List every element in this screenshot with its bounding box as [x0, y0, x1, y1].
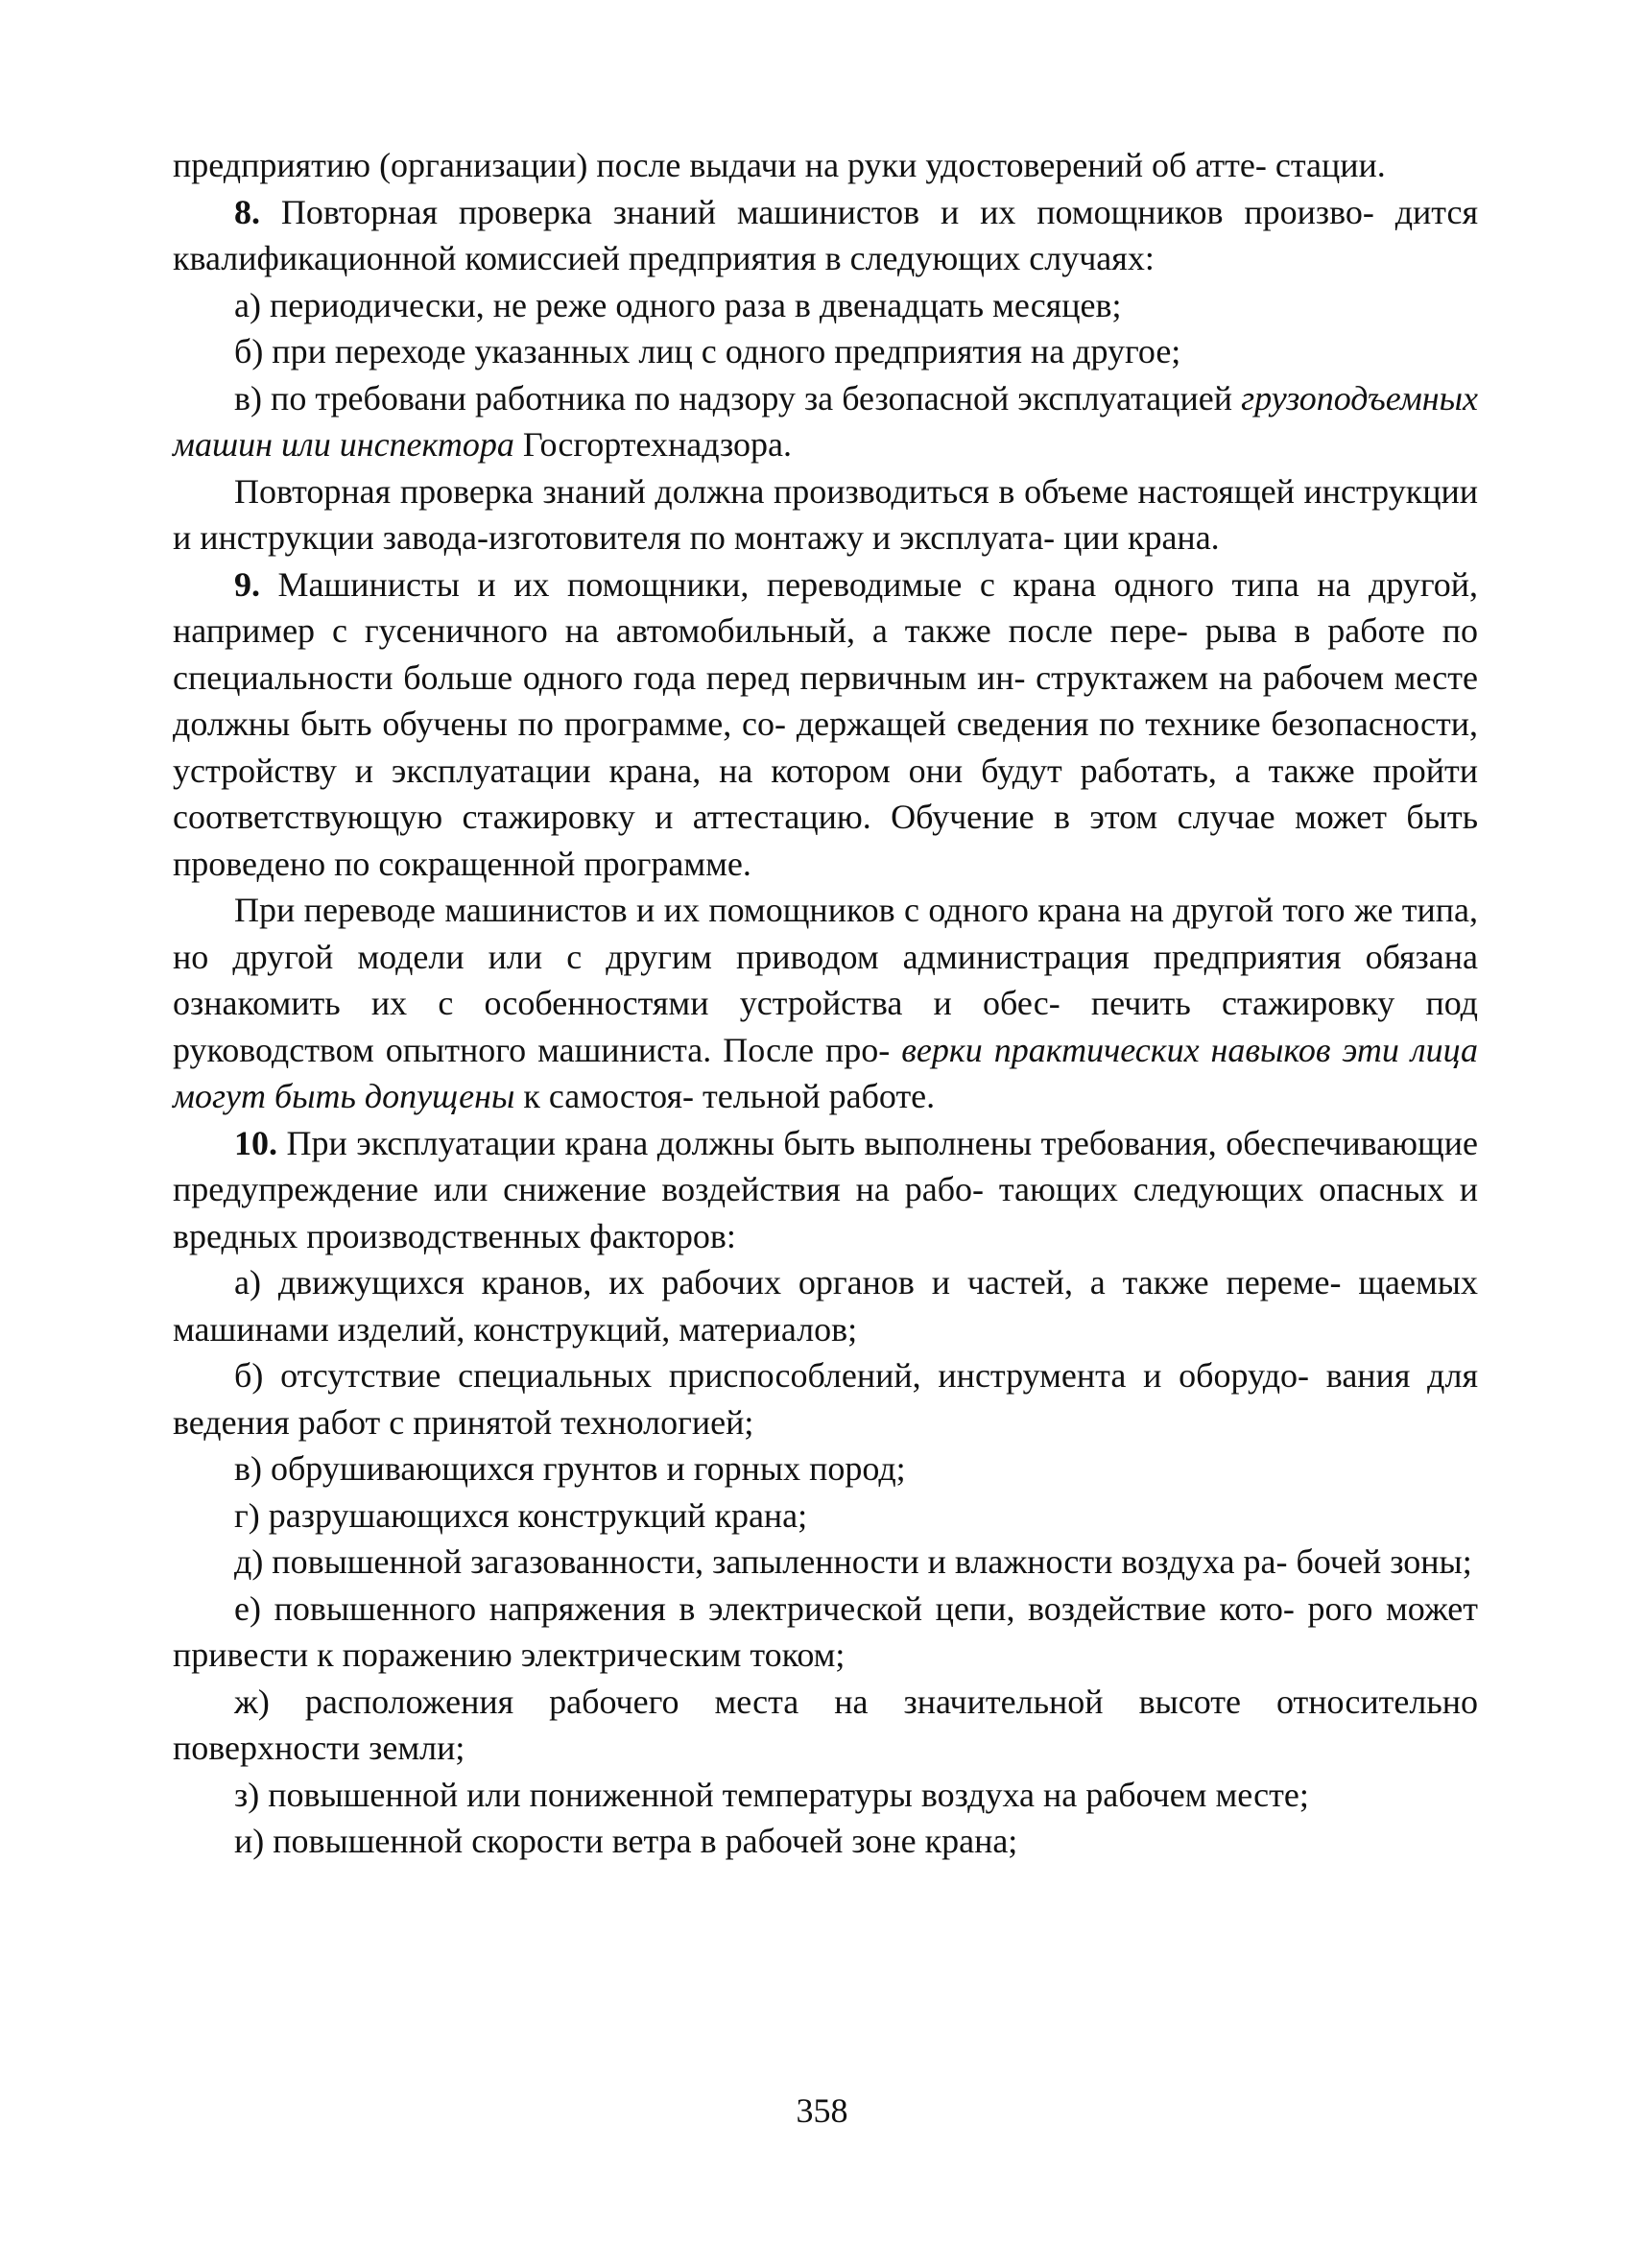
item-10-v: в) обрушивающихся грунтов и горных пород; — [234, 1449, 906, 1488]
item-10-text: При эксплуатации крана должны быть выполнены требования, обеспечивающие предупреждение или снижение воздействия на рабо- тающих следующих опасных и вредных производственных факторов: — [173, 1123, 1478, 1255]
item-8-v-plain: в) по требовани работника по надзору за безопасной эксплуатацией — [234, 378, 1233, 418]
item-8-b: б) при переходе указанных лиц с одного предприятия на другое; — [234, 332, 1181, 370]
item-9-paragraph — [173, 561, 1478, 888]
item-8-a: а) периодически, не реже одного раза в двенадцать месяцев; — [234, 285, 1122, 324]
item-8-paragraph-2: Повторная проверка знаний должна производиться в объеме настоящей инструкции и инструкции завода-изготовителя по монтажу и эксплуата- ции крана. — [173, 471, 1478, 557]
item-10-a: а) движущихся кранов, их рабочих органов и частей, а также переме- щаемых машинами изделий, конструкций, материалов; — [173, 1263, 1478, 1349]
item-10-number: 10. — [234, 1123, 277, 1162]
item-8-number: 8. — [234, 192, 260, 231]
item-10-i: и) повышенной скорости ветра в рабочей зоне крана; — [234, 1822, 1018, 1860]
item-8-v-end: Госгортехнадзора. — [522, 425, 793, 464]
page-number: 358 — [796, 2091, 848, 2130]
item-10-paragraph — [173, 1120, 1478, 1260]
item-10-b: б) отсутствие специальных приспособлений, инструмента и оборудо- вания для ведения работ с принятой технологией; — [173, 1356, 1478, 1442]
item-9-para2-end: к самостоя- тельной работе. — [523, 1077, 936, 1115]
item-10-d: д) повышенной загазованности, запыленности и влажности воздуха ра- бочей зоны; — [234, 1542, 1472, 1581]
item-9-para2-start: При переводе машинистов и их помощников с одного крана на другой того же типа, но другой модели или с другим приводом администрация предприятия обязана ознакомить их с особенностями устройства и обес- печить стажировку под руководством опытного машиниста. После про- — [173, 891, 1478, 1069]
item-9-paragraph-2 — [173, 887, 1478, 1120]
item-10-g: г) разрушающихся конструкций крана; — [234, 1495, 808, 1535]
item-8-v — [173, 375, 1478, 468]
item-8-text: Повторная проверка знаний машинистов и их помощников произво- дится квалификационной комиссией предприятия в следующих случаях: — [173, 192, 1479, 277]
item-10-zh: ж) расположения рабочего места на значительной высоте относительно поверхности земли; — [173, 1682, 1478, 1767]
item-10-z: з) повышенной или пониженной температуры воздуха на рабочем месте; — [234, 1775, 1309, 1814]
item-8-v-italic: грузоподъемных машин или инспектора — [173, 378, 1479, 464]
continuation-paragraph: предприятию (организации) после выдачи на руки удостоверений об атте- стации. — [173, 146, 1386, 184]
item-9-para2-italic: верки практических навыков эти лица могут быть допущены — [173, 1030, 1479, 1115]
item-9-text: Машинисты и их помощники, переводимые с крана одного типа на другой, например с гусеничного на автомобильный, а также после пере- рыва в работе по специальности больше одного года перед первичным ин- структажем на рабочем месте должны быть обучены по программе, со- держащей сведения по технике безопасности, устройству и эксплуатации крана, на котором они будут работать, а также пройти соответствующую стажировку и аттестацию. Обучение в этом случае может быть проведено по сокращенной программе. — [173, 564, 1478, 883]
item-8-paragraph — [173, 189, 1478, 282]
document-page — [173, 142, 1478, 1865]
item-10-e: е) повышенного напряжения в электрической цепи, воздействие кото- рого может привести к поражению электрическим током; — [173, 1588, 1478, 1674]
item-9-number: 9. — [234, 564, 260, 604]
